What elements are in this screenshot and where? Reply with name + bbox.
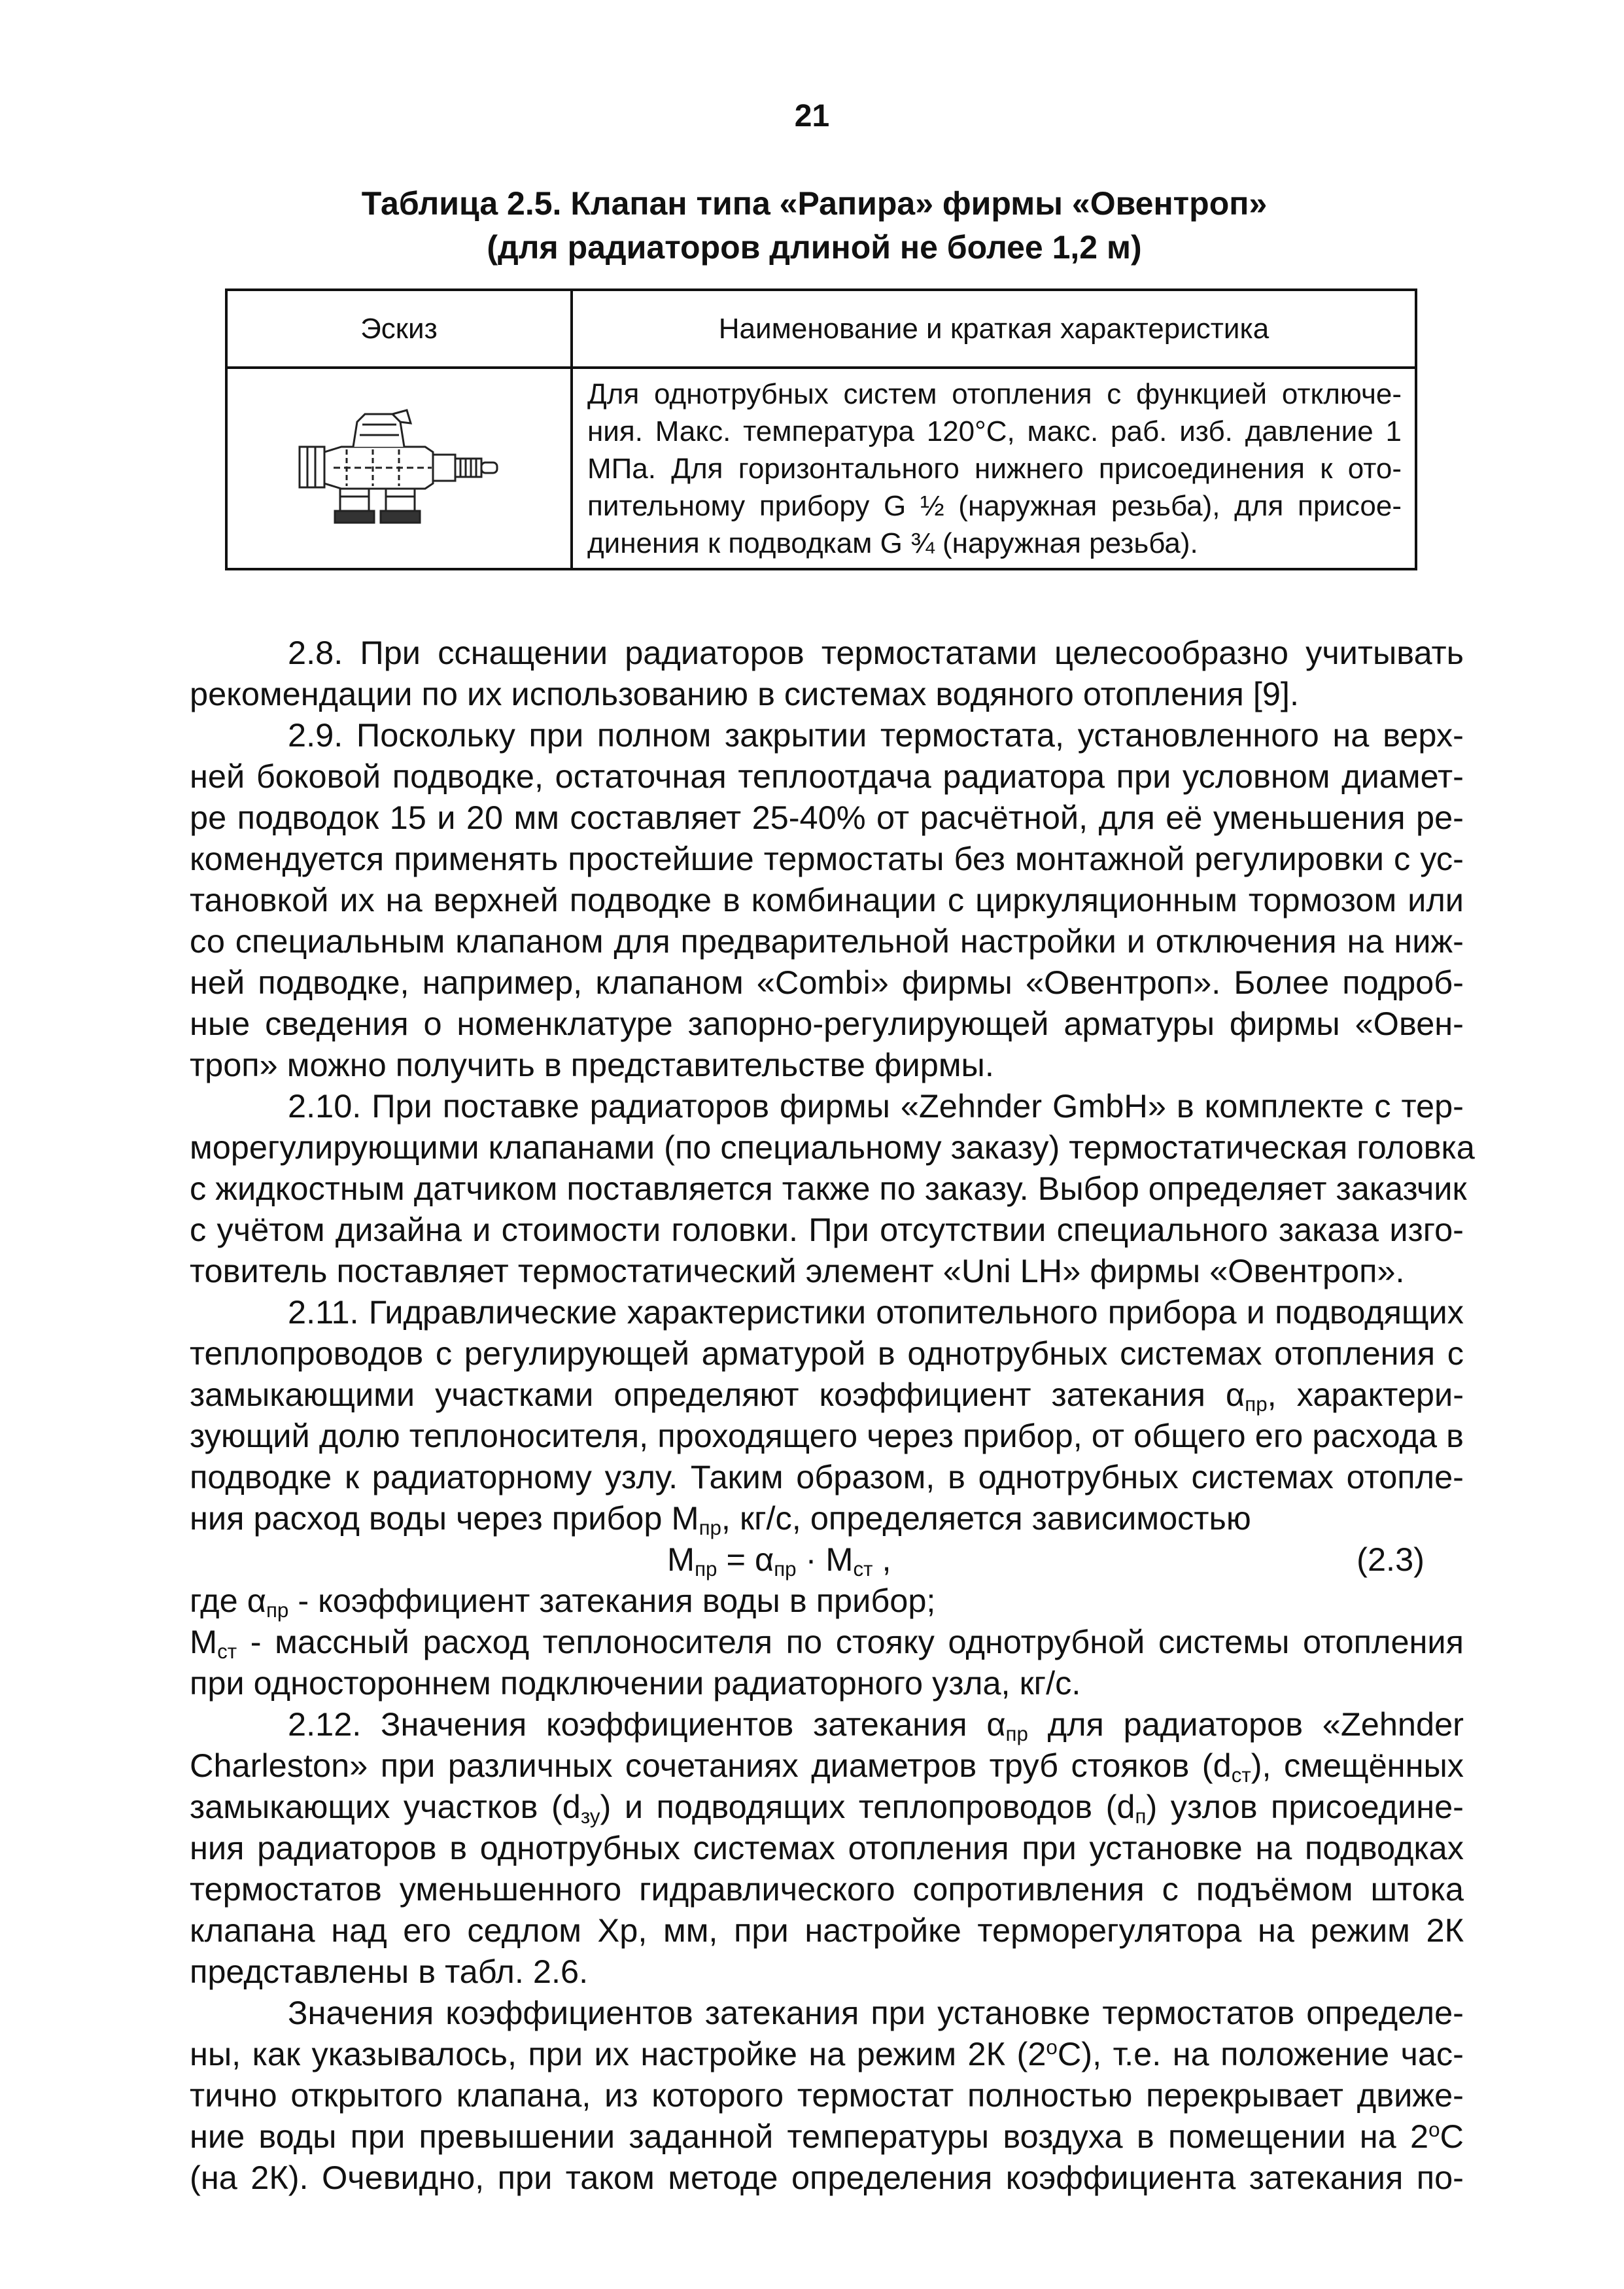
paragraph-last-line: Значения коэффициентов затекания при установке термостатов определе- [288, 1994, 1464, 2031]
paragraph-2-9-line: ней подводке, например, клапаном «Combi» фирмы «Овентроп». Более подроб- [190, 964, 1464, 1001]
paragraph-2-9-line: со специальным клапаном для предварительной настройки и отключения на ниж- [190, 922, 1464, 960]
description-cell [572, 368, 1416, 569]
table-row [226, 368, 1416, 569]
paragraph-2-11-line: подводке к радиаторному узлу. Таким образом, в однотрубных системах отопле- [190, 1458, 1464, 1495]
description-line: ния. Макс. температура 120°С, макс. раб. изб. давление 1 [587, 415, 1402, 447]
paragraph-2-9-line: ные сведения о номенклатуре запорно-регулирующей арматуры фирмы «Овен- [190, 1005, 1464, 1042]
paragraph-2-12-line: клапана над его седлом Хр, мм, при настройке терморегулятора на режим 2К [190, 1912, 1464, 1949]
paragraph-last-line: ны, как указывалось, при их настройке на режим 2К $(2^оС)$, т.е. на положение час- [190, 2035, 1464, 2072]
paragraph-last-line: тично открытого клапана, из которого термостат полностью перекрывает движе- [190, 2076, 1464, 2114]
paragraph-2-8-line: рекомендации по их использованию в системах водяного отопления [9]. [190, 675, 1299, 712]
paragraph-2-12-line: 2.12. Значения коэффициентов затекания $\alpha_{пр}$ для радиаторов «Zehnder [288, 1705, 1464, 1745]
paragraph-2-10-line: морегулирующими клапанами (по специальному заказу) термостатическая головка [190, 1128, 1475, 1166]
description-line: динения к подводкам G ¾ (наружная резьба). [587, 527, 1198, 559]
paragraph-2-9-line: ре подводок 15 и 20 мм составляет 25-40% от расчётной, для её уменьшения ре- [190, 799, 1464, 836]
paragraph-2-9-line: троп» можно получить в представительстве фирмы. [190, 1046, 994, 1083]
paragraph-2-11-line: замыкающими участками определяют коэффициент затекания $\alpha_{пр}$, характери- [190, 1376, 1464, 1416]
where-line: где $\alpha_{пр}$ - коэффициент затекания воды в прибор; [190, 1582, 936, 1622]
paragraph-2-9-line: 2.9. Поскольку при полном закрытии термостата, установленного на верх- [288, 716, 1464, 754]
paragraph-2-10-line: с жидкостным датчиком поставляется также по заказу. Выбор определяет заказчик [190, 1170, 1467, 1207]
paragraph-last-line: (на 2К). Очевидно, при таком методе определения коэффициента затекания по- [190, 2159, 1464, 2196]
paragraph-2-11-line: 2.11. Гидравлические характеристики отопительного прибора и подводящих [288, 1293, 1464, 1331]
paragraph-2-8-line: 2.8. При сснащении радиаторов термостатами целесообразно учитывать [288, 634, 1464, 671]
where-line: $М_{ст}$ - массный расход теплоносителя по стояку однотрубной системы отопления [190, 1623, 1464, 1663]
page-number: 21 [794, 99, 830, 133]
paragraph-2-10-line: 2.10. При поставке радиаторов фирмы «Zehnder GmbH» в комплекте с тер- [288, 1087, 1464, 1125]
table-caption-line2: (для радиаторов длиной не более 1,2 м) [487, 229, 1142, 266]
paragraph-2-11-line: ния расход воды через прибор $М_{пр}$, кг/с, определяется зависимостью [190, 1499, 1251, 1539]
formula-line [190, 1539, 1464, 1580]
body-text [190, 632, 1475, 2198]
paragraph-2-12-line: замыкающих участков $(d_{зу})$ и подводящих теплопроводов $(d_п)$ узлов присоедине- [190, 1788, 1464, 1828]
table-header-row [226, 290, 1416, 368]
paragraph-2-9-line: комендуется применять простейшие термостаты без монтажной регулировки с ус- [190, 840, 1464, 877]
table-caption [196, 182, 1432, 270]
formula-number: (2.3) [1356, 1541, 1425, 1578]
paragraph-2-10-line: товитель поставляет термостатический элемент «Uni LH» фирмы «Овентроп». [190, 1252, 1405, 1289]
description-line: пительному прибору G ½ (наружная резьба), для присое- [587, 489, 1402, 522]
sketch-cell [226, 368, 572, 569]
description-line: МПа. Для горизонтального нижнего присоединения к ото- [587, 452, 1402, 485]
description-line: Для однотрубных систем отопления с функцией отключе- [587, 377, 1402, 410]
header-sketch: Эскиз [226, 290, 572, 368]
paragraph-2-9-line: тановкой их на верхней подводке в комбинации с циркуляционным тормозом или [190, 881, 1464, 918]
paragraph-2-11-line: теплопроводов с регулирующей арматурой в однотрубных системах отопления с [190, 1335, 1464, 1372]
paragraph-2-11-line: зующий долю теплоносителя, проходящего через прибор, от общего его расхода в [190, 1417, 1464, 1454]
paragraph-last-line: ние воды при превышении заданной температуры воздуха в помещении на $2^оС$ [190, 2118, 1464, 2155]
table-caption-line1: Таблица 2.5. Клапан типа «Рапира» фирмы «Овентроп» [361, 185, 1268, 222]
spec-table [225, 288, 1417, 570]
paragraph-2-12-line: Charleston» при различных сочетаниях диаметров труб стояков $(d_{ст})$, смещённых [190, 1747, 1464, 1787]
formula-2-3: $М_{пр} = \alpha_{пр} \cdot М_{ст}$ , [667, 1541, 891, 1581]
paragraph-2-12-line: термостатов уменьшенного гидравлического сопротивления с подъёмом штока [190, 1870, 1464, 1908]
header-description: Наименование и краткая характеристика [572, 290, 1416, 368]
paragraph-2-9-line: ней боковой подводке, остаточная теплоотдача радиатора при условном диамет- [190, 758, 1464, 795]
paragraph-2-12-line: ния радиаторов в однотрубных системах отопления при установке на подводках [190, 1829, 1464, 1866]
paragraph-2-10-line: с учётом дизайна и стоимости головки. При отсутствии специального заказа изго- [190, 1211, 1464, 1248]
paragraph-2-12-line: представлены в табл. 2.6. [190, 1953, 589, 1990]
valve-sketch-icon [294, 406, 504, 531]
where-line: при одностороннем подключении радиаторного узла, кг/с. [190, 1664, 1081, 1702]
